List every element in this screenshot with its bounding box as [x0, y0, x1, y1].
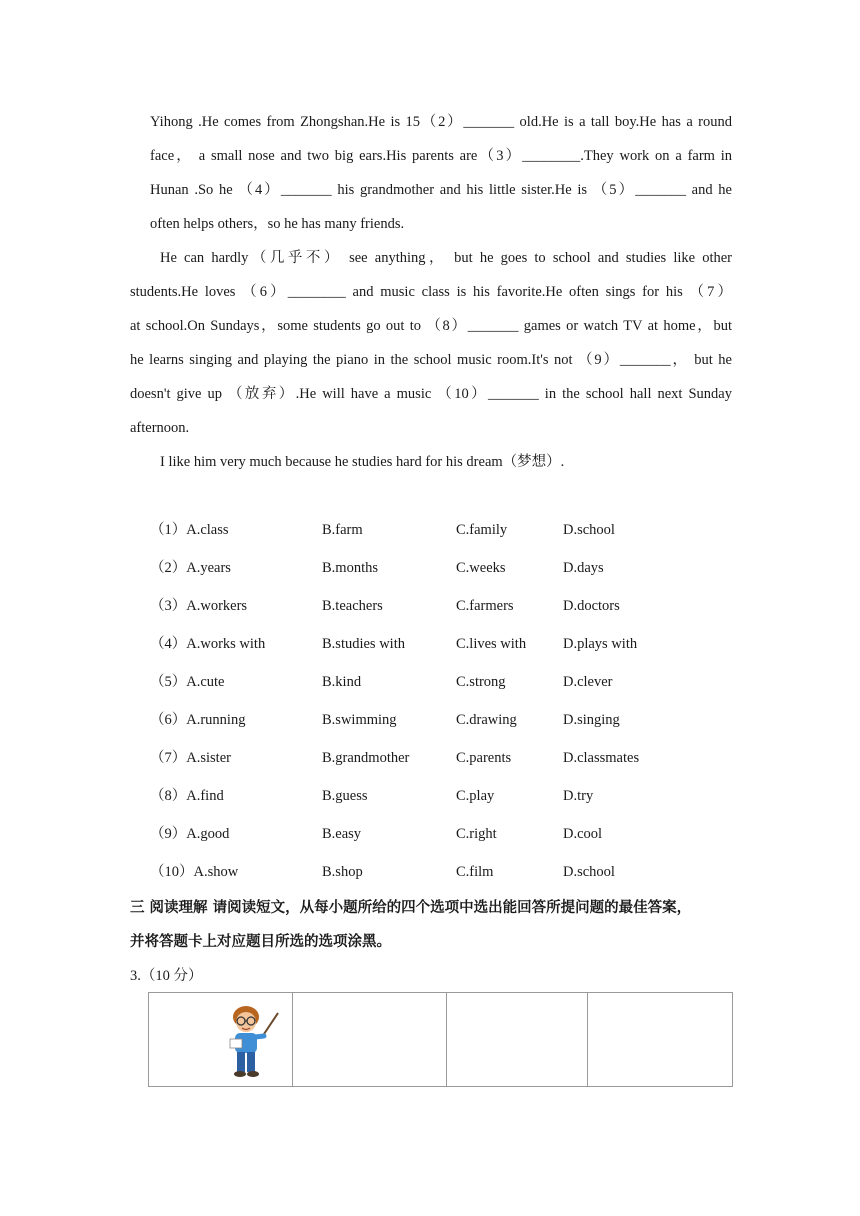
option-b: B.kind [322, 674, 362, 690]
option-a: （1）A.class [150, 522, 229, 538]
option-a: （4）A.works with [150, 636, 266, 652]
passage-line: often helps others，so he has many friends. [150, 216, 405, 232]
option-b: B.studies with [322, 636, 405, 652]
option-a: （3）A.workers [150, 598, 248, 614]
option-a: （8）A.find [150, 788, 224, 804]
passage-line: at school.On Sundays，some students go out to （8）_______ games or watch TV at home，but [130, 318, 732, 334]
option-c: C.farmers [456, 598, 514, 614]
passage-line: he learns singing and playing the piano in the school music room.It's not （9）_______， but he [130, 352, 732, 368]
option-d: D.cool [563, 826, 603, 842]
passage-line: afternoon. [130, 420, 190, 436]
option-c: C.lives with [456, 636, 527, 652]
option-a: （7）A.sister [150, 750, 231, 766]
option-c: C.film [456, 864, 494, 880]
option-a: （5）A.cute [150, 674, 225, 690]
option-d: D.plays with [563, 636, 638, 652]
option-c: C.parents [456, 750, 512, 766]
option-d: D.clever [563, 674, 613, 690]
option-a: （9）A.good [150, 826, 230, 842]
option-c: C.right [456, 826, 497, 842]
option-d: D.school [563, 864, 615, 880]
passage-line: He can hardly（几乎不） see anything， but he goes to school and studies like other [160, 250, 732, 266]
option-b: B.grandmother [322, 750, 410, 766]
option-c: C.play [456, 788, 495, 804]
option-d: D.try [563, 788, 594, 804]
passage-line: students.He loves （6）________ and music class is his favorite.He often sings for his （7） [130, 284, 732, 300]
option-d: D.classmates [563, 750, 640, 766]
option-b: B.easy [322, 826, 362, 842]
option-b: B.swimming [322, 712, 397, 728]
option-a: （6）A.running [150, 712, 246, 728]
option-b: B.months [322, 560, 378, 576]
option-b: B.farm [322, 522, 363, 538]
option-d: D.singing [563, 712, 620, 728]
option-b: B.shop [322, 864, 363, 880]
passage-line: I like him very much because he studies hard for his dream（梦想）. [160, 454, 565, 470]
passage-line: face， a small nose and two big ears.His parents are（3）________.They work on a farm in [150, 148, 732, 164]
option-c: C.family [456, 522, 508, 538]
option-b: B.guess [322, 788, 368, 804]
option-d: D.school [563, 522, 615, 538]
picture-cell [588, 993, 733, 1087]
question-number: 3.（10 分） [130, 968, 203, 984]
picture-cell [293, 993, 447, 1087]
option-c: C.strong [456, 674, 506, 690]
option-b: B.teachers [322, 598, 383, 614]
section-heading-continued: 并将答题卡上对应题目所选的选项涂黑。 [130, 934, 391, 950]
option-d: D.days [563, 560, 604, 576]
section-heading: 三 阅读理解 请阅读短文，从每小题所给的四个选项中选出能回答所提问题的最佳答案， [130, 900, 692, 916]
teacher-icon [226, 1003, 282, 1079]
passage-line: Yihong .He comes from Zhongshan.He is 15（2）_______ old.He is a tall boy.He has a round [150, 114, 732, 130]
option-c: C.weeks [456, 560, 506, 576]
picture-cell [447, 993, 588, 1087]
passage-line: doesn't give up （放弃）.He will have a music （10）_______ in the school hall next Sunday [130, 386, 732, 402]
option-c: C.drawing [456, 712, 517, 728]
passage-line: Hunan .So he （4）_______ his grandmother and his little sister.He is （5）_______ and he [150, 182, 732, 198]
option-d: D.doctors [563, 598, 620, 614]
option-a: （10）A.show [150, 864, 239, 880]
option-a: （2）A.years [150, 560, 231, 576]
